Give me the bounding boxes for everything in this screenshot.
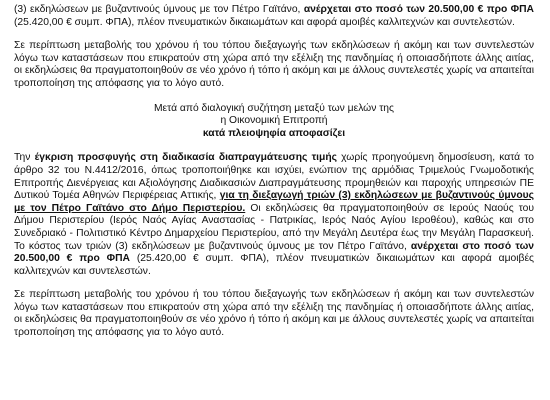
approval-event-underlined: για τη διεξαγωγή τριών (3) εκδηλώσεων με βυζαντινούς ύμνους με τον Πέτρο Γαϊτάνο στο Δήμο Περιστερίου. (14, 190, 534, 214)
cost-top-text-2: (25.420,00 € συμπ. ΦΠΑ), πλέον πνευματικών δικαιωμάτων και αφορά αμοιβές καλλιτεχνών και συντελεστών. (14, 16, 515, 28)
cost-top-amount: ανέρχεται στο ποσό των 20.500,00 € προ ΦΠΑ (303, 4, 534, 15)
decision-verdict-text: κατά πλειοψηφία αποφασίζει (202, 127, 346, 139)
cost-top-text-1: (3) εκδηλώσεων με βυζαντινούς ύμνους με τον Πέτρο Γαϊτάνο, (14, 4, 304, 15)
decision-verdict-line (14, 128, 534, 141)
approval-text-3: Οι εκδηλώσεις θα πραγματοποιηθούν σε Ιερούς Ναούς του Δήμου Περιστερίου (Ιερός Ναός Αγίας Αναστασίας - Πατρικίας, Ιερός Ναός Αγίου Ιεροθέου), καθώς και στο Συνεδριακό - Πολιτιστικό Κέντρο Δημαρχείου Περιστερίου, από την Μεγάλη Δευτέρα έως την Μεγάλη Παρασκευή. Το κόστος των τριών (3) εκδηλώσεων με βυζαντινούς ύμνους με τον Πέτρο Γαϊτάνο, (14, 202, 534, 252)
paragraph-change-clause-top: Σε περίπτωση μεταβολής του χρόνου ή του τόπου διεξαγωγής των εκδηλώσεων ή ακόμη και των συντελεστών λόγω των καταστάσεων που επικρατούν στη χώρα από την εξέλιξη της πανδημίας ή οποιασδήποτε άλλης αιτίας, οι εκδηλώσεις θα πραγματοποιηθούν σε νέο χρόνο ή τόπο ή ακόμη και με άλλους συντελεστές χωρίς να απαιτείται τροποποίηση της απόφασης για το λόγο αυτό. (14, 40, 534, 89)
paragraph-approval (14, 152, 534, 278)
approval-text-4: (25.420,00 € συμπ. ΦΠΑ), πλέον πνευματικών δικαιωμάτων και αφορά αμοιβές καλλιτεχνών και συντελεστών. (14, 253, 534, 277)
decision-intro-line: Μετά από διαλογική συζήτηση μεταξύ των μελών της (153, 102, 394, 114)
spacer (14, 91, 534, 103)
document-body (14, 4, 534, 340)
paragraph-cost-top (14, 4, 534, 29)
paragraph-change-clause-bottom: Σε περίπτωση μεταβολής του χρόνου ή του τόπου διεξαγωγής των εκδηλώσεων ή ακόμη και των συντελεστών λόγω των καταστάσεων που επικρατούν στη χώρα από την εξέλιξη της πανδημίας ή οποιασδήποτε άλλης αιτίας, οι εκδηλώσεις θα πραγματοποιηθούν σε νέο χρόνο ή τόπο ή ακόμη και με άλλους συντελεστές χωρίς να απαιτείται τροποποίηση της απόφασης για το λόγο αυτό. (14, 289, 534, 339)
decision-committee-line: η Οικονομική Επιτροπή (220, 115, 328, 127)
approval-text-1: Την (14, 152, 35, 164)
spacer (14, 278, 534, 289)
spacer (14, 140, 534, 152)
approval-bold-1: έγκριση προσφυγής στη διαδικασία διαπραγμάτευσης τιμής (34, 152, 337, 164)
approval-amount: ανέρχεται στο ποσό των 20.500,00 € προ ΦΠΑ (14, 240, 534, 265)
approval-text-2: χωρίς προηγούμενη δημοσίευση, κατά το άρθρο 32 του Ν.4412/2016, όπως τροποποιήθηκε και ισχύει, ενώπιον της αρμόδιας Τριμελούς Γνωμοδοτικής Επιτροπής Διενέργειας και Αξιολόγησης Διαδικασιών Διαπραγμάτευσης προμηθειών και παροχής υπηρεσιών ΠΕ Δυτικού Τομέα Αθηνών Περιφέρειας Αττικής, (14, 152, 534, 202)
spacer (14, 29, 534, 40)
